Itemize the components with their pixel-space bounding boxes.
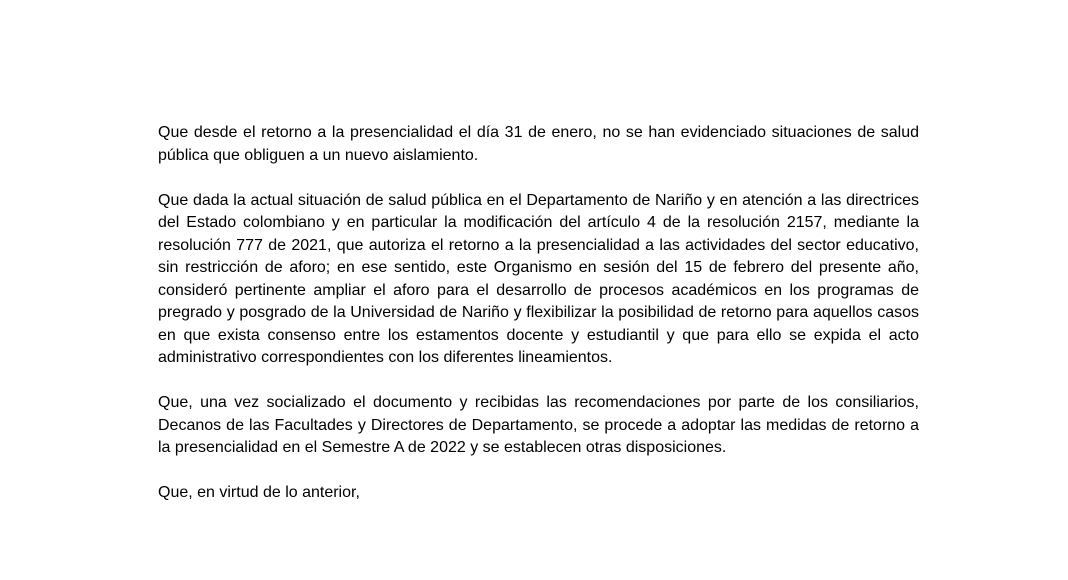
paragraph-return-date: Que desde el retorno a la presencialidad el día 31 de enero, no se han evidenciado situaciones de salud pública que obliguen a un nuevo aislamiento. xyxy=(158,124,919,164)
paragraph-public-health-context: Que dada la actual situación de salud pública en el Departamento de Nariño y en atención a las directrices del Estado colombiano y en particular la modificación del artículo 4 de la resolución 2157, mediante la resolución 777 de 2021, que autoriza el retorno a la presencialidad a las actividades del sector educativo, sin restricción de aforo; en ese sentido, este Organismo en sesión del 15 de febrero del presente año, consideró pertinente ampliar el aforo para el desarrollo de procesos académicos en los programas de pregrado y posgrado de la Universidad de Nariño y flexibilizar la posibilidad de retorno para aquellos casos en que exista consenso entre los estamentos docente y estudiantil y que para ello se expida el acto administrativo correspondientes con los diferentes lineamientos. xyxy=(158,191,919,366)
document-body xyxy=(158,122,919,527)
paragraph-conclusion-lead: Que, en virtud de lo anterior, xyxy=(158,484,360,501)
paragraph-recommendations: Que, una vez socializado el documento y recibidas las recomendaciones por parte de los consiliarios, Decanos de las Facultades y Directores de Departamento, se procede a adoptar las medidas de retorno a la presencialidad en el Semestre A de 2022 y se establecen otras disposiciones. xyxy=(158,394,919,456)
